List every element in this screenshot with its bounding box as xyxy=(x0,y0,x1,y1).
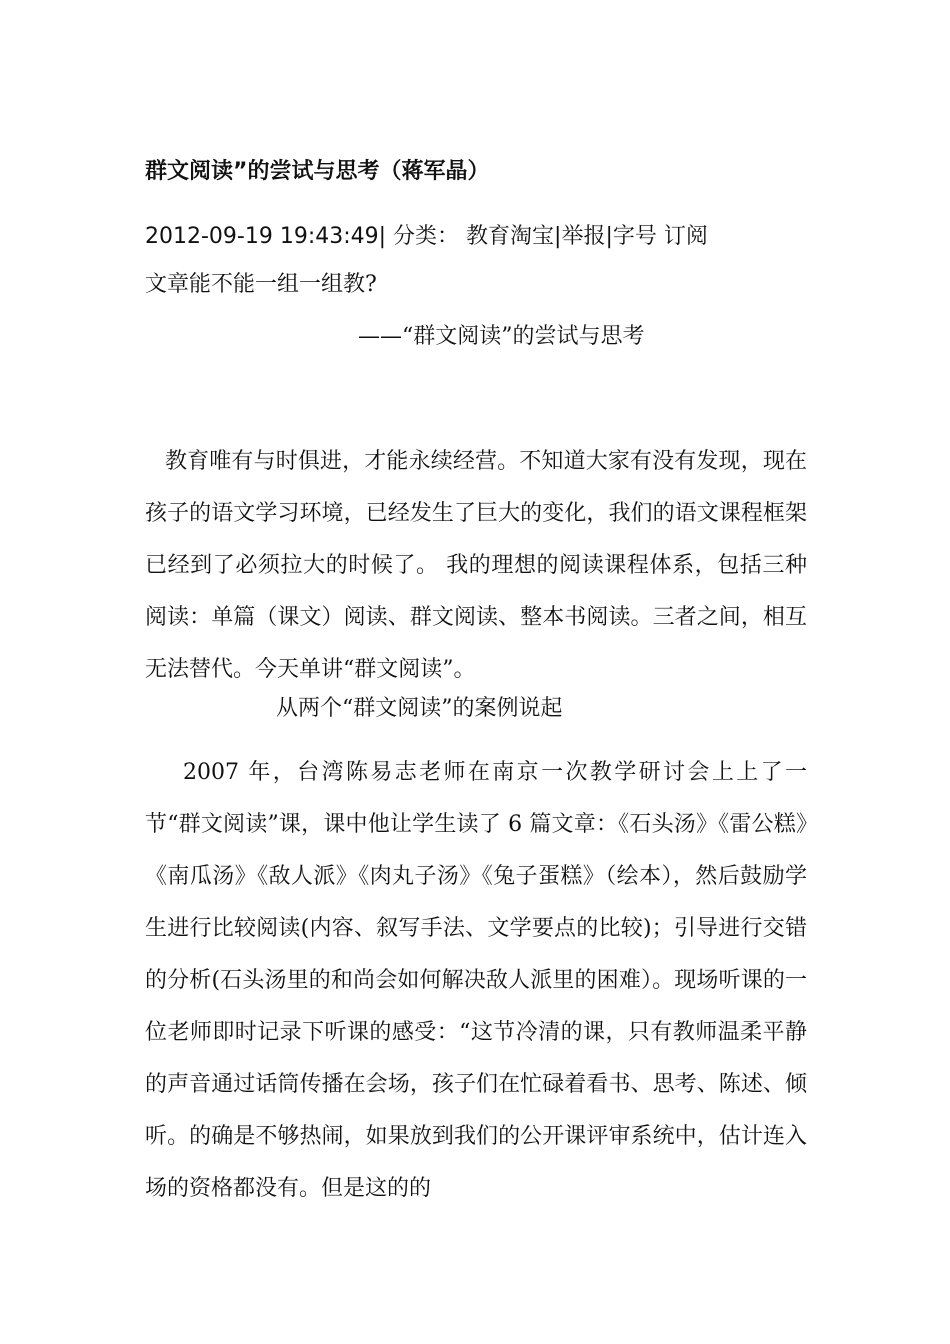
question-title: 文章能不能一组一组教? xyxy=(145,272,377,297)
paragraph-case: 2007 年，台湾陈易志老师在南京一次教学研讨会上上了一节“群文阅读”课，课中他让学生读了 6 篇文章：《石头汤》《雷公糕》《南瓜汤》《敌人派》《肉丸子汤》《兔子蛋糕》（绘本），然后鼓励学生进行比较阅读(内容、叙写手法、文学要点的比较)；引导进行交错的分析(石头汤里的和尚会如何解决敌人派里的困难）。现场听课的一位老师即时记录下听课的感受：“这节冷清的课，只有教师温柔平静的声音通过话筒传播在会场，孩子们在忙碌着看书、思考、陈述、倾听。的确是不够热闹，如果放到我们的公开课评审系统中，估计连入场的资格都没有。但是这的的 xyxy=(145,760,807,1201)
paragraph-intro: 教育唯有与时俱进，才能永续经营。不知道大家有没有发现，现在孩子的语文学习环境，已经发生了巨大的变化，我们的语文课程框架已经到了必须拉大的时候了。 我的理想的阅读课程体系，包括三种阅读：单篇（课文）阅读、群文阅读、整本书阅读。三者之间，相互无法替代。今天单讲“群文阅读”。 xyxy=(145,449,807,682)
meta-line: 2012-09-19 19:43:49| 分类： 教育淘宝|举报|字号 订阅 xyxy=(145,224,708,249)
subtitle: ——“群文阅读”的尝试与思考 xyxy=(358,324,645,349)
section-heading: 从两个“群文阅读”的案例说起 xyxy=(276,696,563,721)
article-title: 群文阅读”的尝试与思考（蒋军晶） xyxy=(145,159,490,184)
